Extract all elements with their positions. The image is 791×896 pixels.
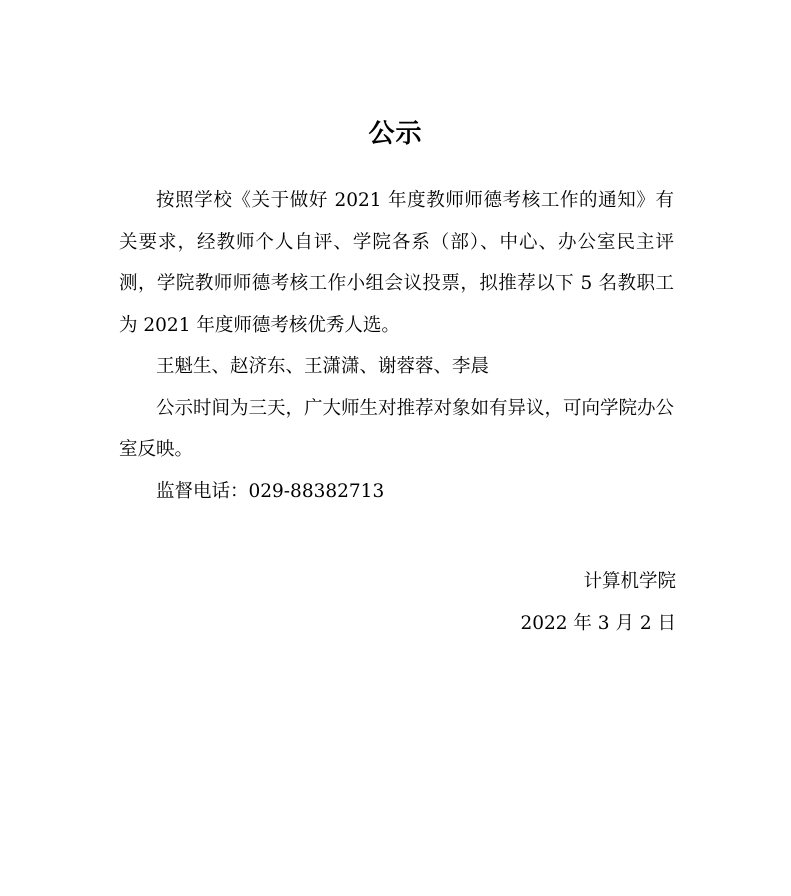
- notice-title: 公示: [368, 119, 423, 149]
- notice-signature: [0, 561, 676, 644]
- notice-paragraph-objection-period: 公示时间为三天，广大师生对推荐对象如有异议，可向学院办公室反映。: [119, 397, 675, 460]
- notice-paragraph-recommendation: 按照学校《关于做好 2021 年度教师师德考核工作的通知》有关要求，经教师个人自评、学院各系（部）、中心、办公室民主评测，学院教师师德考核工作小组会议投票，拟推荐以下 5 名教职工为 2021 年度师德考核优秀人选。: [119, 190, 674, 336]
- notice-paragraph-supervision-phone: 监督电话：029-88382713: [156, 480, 385, 502]
- signature-organization: 计算机学院: [583, 571, 676, 592]
- signature-date: 2022 年 3 月 2 日: [520, 612, 676, 634]
- notice-paragraph-candidates: 王魁生、赵济东、王潇潇、谢蓉蓉、李晨: [156, 356, 490, 377]
- notice-body: [119, 180, 674, 512]
